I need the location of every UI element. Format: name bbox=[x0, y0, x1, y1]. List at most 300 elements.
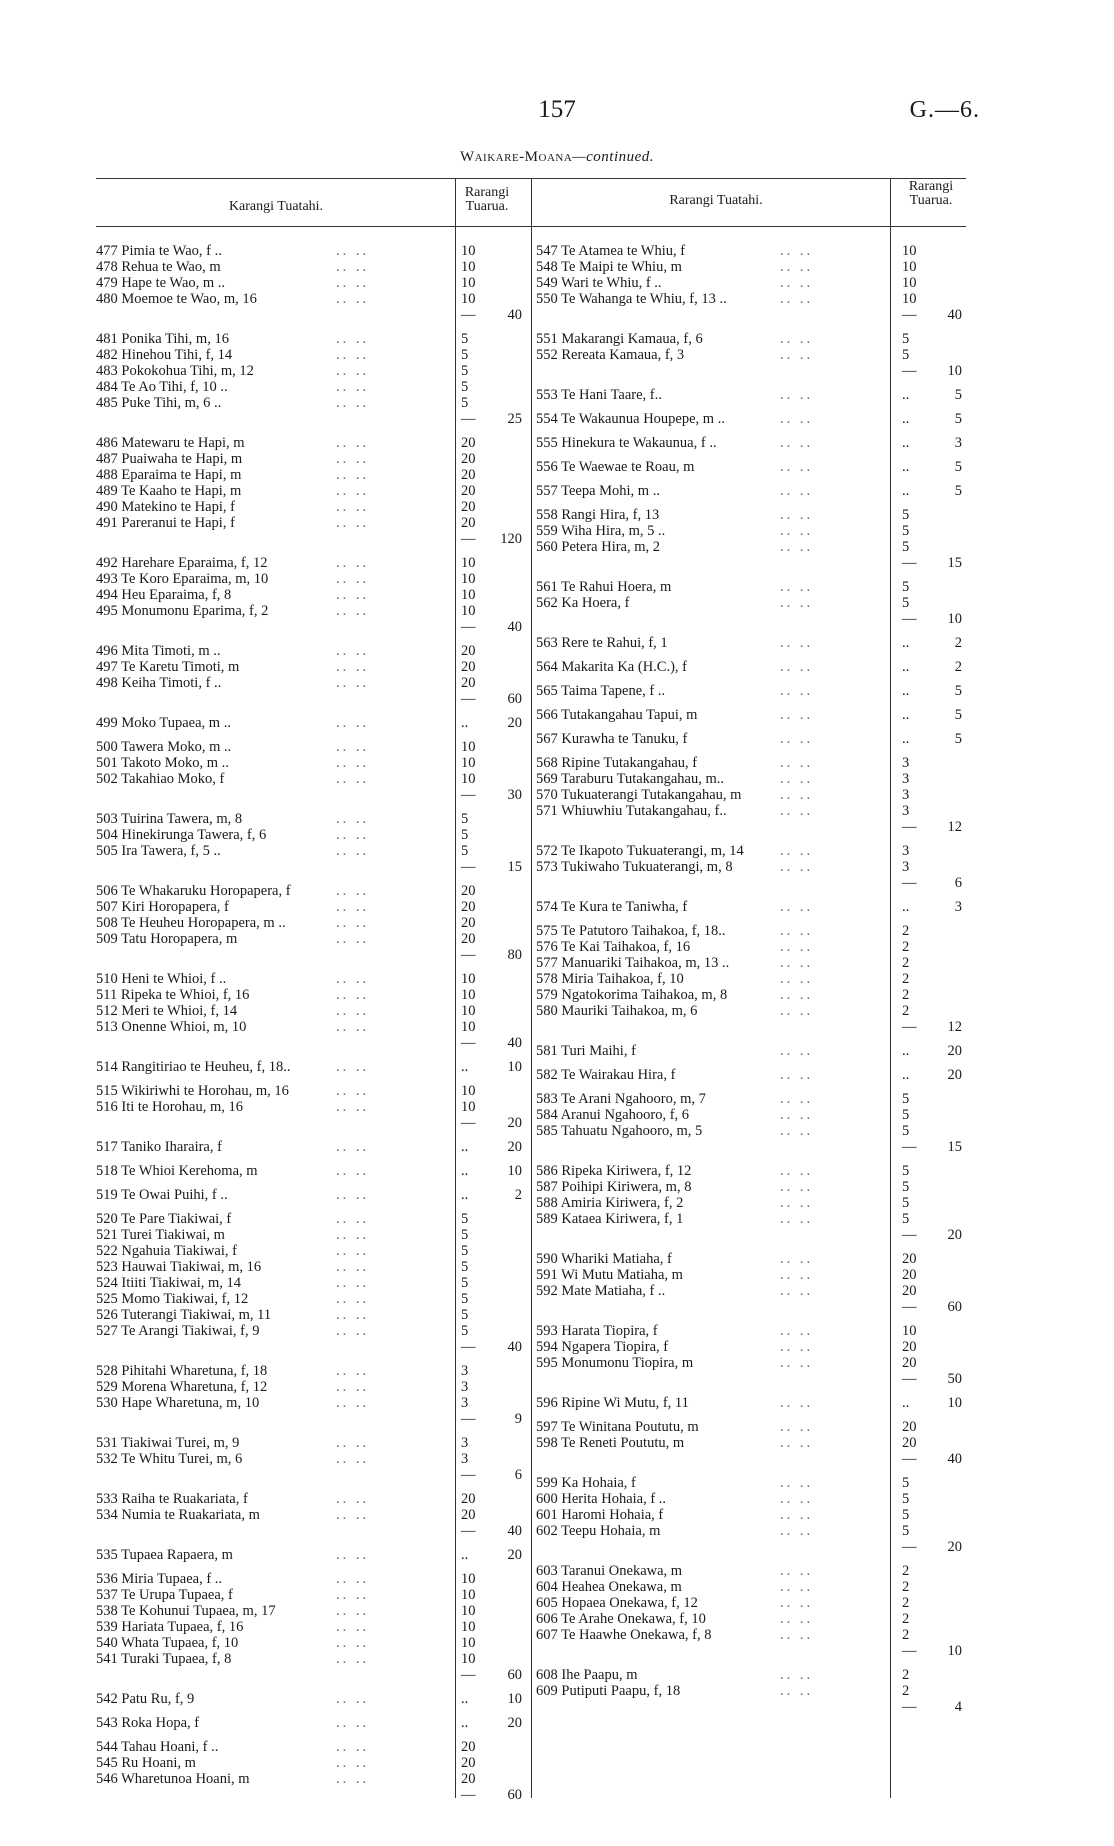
person-entry: 552 Rereata Kamaua, f, 3 bbox=[536, 347, 685, 363]
leader-dots: .. .. bbox=[336, 1691, 370, 1707]
group-total: 60 bbox=[507, 1787, 522, 1803]
group-gap bbox=[536, 323, 966, 331]
table-row bbox=[536, 1195, 966, 1211]
person-entry: 585 Tahuatu Ngahooro, m, 5 bbox=[536, 1123, 703, 1139]
share-count: 10 bbox=[461, 259, 476, 275]
person-entry: 569 Taraburu Tutakangahau, m.. bbox=[536, 771, 724, 787]
person-entry: 598 Te Reneti Poututu, m bbox=[536, 1435, 685, 1451]
person-entry: 483 Pokokohua Tihi, m, 12 bbox=[96, 363, 254, 379]
person-entry: 576 Te Kai Taihakoa, f, 16 bbox=[536, 939, 691, 955]
leader-dots: .. .. bbox=[336, 1211, 370, 1227]
leader-dots: .. .. bbox=[336, 435, 370, 451]
leader-dots: .. .. bbox=[336, 379, 370, 395]
share-count: 3 bbox=[902, 787, 910, 803]
group-total: 40 bbox=[507, 1339, 522, 1355]
group-total: 60 bbox=[947, 1299, 962, 1315]
leader-dots: .. .. bbox=[780, 1683, 814, 1699]
person-entry: 494 Heu Eparaima, f, 8 bbox=[96, 587, 232, 603]
leader-dots: .. .. bbox=[780, 411, 814, 427]
leader-dots: .. .. bbox=[780, 259, 814, 275]
total-dash: — bbox=[902, 1699, 917, 1715]
group-total: 15 bbox=[947, 1139, 962, 1155]
table-row bbox=[536, 1395, 966, 1411]
group-gap bbox=[536, 651, 966, 659]
group-gap bbox=[96, 1683, 516, 1691]
person-entry: 495 Monumonu Eparima, f, 2 bbox=[96, 603, 269, 619]
right-count-header-text: Rarangi Tuarua. bbox=[908, 179, 954, 208]
group-gap bbox=[96, 1539, 516, 1547]
leader-dots: .. .. bbox=[336, 715, 370, 731]
person-entry: 521 Turei Tiakiwai, m bbox=[96, 1227, 225, 1243]
group-gap bbox=[536, 475, 966, 483]
share-count: 10 bbox=[461, 587, 476, 603]
table-row bbox=[536, 507, 966, 523]
total-dash: — bbox=[461, 787, 476, 803]
table-row bbox=[536, 707, 966, 723]
leader-dots: .. .. bbox=[780, 659, 814, 675]
person-entry: 600 Herita Hohaia, f .. bbox=[536, 1491, 667, 1507]
table-row bbox=[96, 1243, 516, 1259]
share-count: 10 bbox=[461, 1651, 476, 1667]
group-total-row bbox=[536, 1371, 966, 1387]
total-dash: — bbox=[902, 1139, 917, 1155]
leader-dots: .. .. bbox=[336, 1083, 370, 1099]
leader-dots: .. .. bbox=[780, 923, 814, 939]
group-total: 10 bbox=[507, 1163, 522, 1179]
group-total: 6 bbox=[954, 875, 962, 891]
total-dash: — bbox=[461, 619, 476, 635]
person-entry: 540 Whata Tupaea, f, 10 bbox=[96, 1635, 239, 1651]
leader-dots: .. .. bbox=[780, 1123, 814, 1139]
table-row bbox=[96, 715, 522, 731]
leader-dots: .. .. bbox=[336, 1187, 370, 1203]
table-row bbox=[536, 971, 966, 987]
person-entry: 584 Aranui Ngahooro, f, 6 bbox=[536, 1107, 690, 1123]
group-total: 40 bbox=[507, 1035, 522, 1051]
leader-dots: .. .. bbox=[780, 1507, 814, 1523]
table-row bbox=[536, 1283, 966, 1299]
leader-dots: .. .. bbox=[336, 395, 370, 411]
share-count: .. bbox=[461, 1139, 469, 1155]
person-entry: 531 Tiakiwai Turei, m, 9 bbox=[96, 1435, 240, 1451]
share-count: 20 bbox=[461, 675, 476, 691]
leader-dots: .. .. bbox=[336, 1435, 370, 1451]
group-total: 12 bbox=[947, 1019, 962, 1035]
table-row bbox=[536, 523, 966, 539]
person-entry: 594 Ngapera Tiopira, f bbox=[536, 1339, 669, 1355]
share-count: 10 bbox=[902, 243, 917, 259]
total-dash: — bbox=[461, 1115, 476, 1131]
share-count: 2 bbox=[902, 1003, 910, 1019]
table-row bbox=[96, 1083, 516, 1099]
share-count: 5 bbox=[461, 363, 469, 379]
person-entry: 508 Te Heuheu Horopapera, m .. bbox=[96, 915, 286, 931]
person-entry: 523 Hauwai Tiakiwai, m, 16 bbox=[96, 1259, 262, 1275]
share-count: .. bbox=[902, 731, 910, 747]
leader-dots: .. .. bbox=[780, 1267, 814, 1283]
table-row bbox=[96, 435, 516, 451]
leader-dots: .. .. bbox=[336, 275, 370, 291]
table-row bbox=[536, 859, 966, 875]
table-row bbox=[96, 1363, 516, 1379]
person-entry: 499 Moko Tupaea, m .. bbox=[96, 715, 231, 731]
person-entry: 555 Hinekura te Wakaunua, f .. bbox=[536, 435, 717, 451]
leader-dots: .. .. bbox=[336, 1619, 370, 1635]
table-row bbox=[96, 451, 516, 467]
group-total-row bbox=[536, 1019, 966, 1035]
group-total: 40 bbox=[507, 307, 522, 323]
person-entry: 510 Heni te Whioi, f .. bbox=[96, 971, 227, 987]
leader-dots: .. .. bbox=[780, 523, 814, 539]
group-total: 20 bbox=[507, 715, 522, 731]
leader-dots: .. .. bbox=[780, 275, 814, 291]
share-count: 5 bbox=[902, 1195, 910, 1211]
left-count-header-text: Rarangi Tuarua. bbox=[464, 185, 510, 214]
group-gap bbox=[96, 1563, 516, 1571]
table-row bbox=[536, 843, 966, 859]
person-entry: 553 Te Hani Taare, f.. bbox=[536, 387, 662, 403]
left-name-header: Karangi Tuatahi. bbox=[228, 199, 324, 214]
share-count: .. bbox=[902, 387, 910, 403]
leader-dots: .. .. bbox=[336, 1243, 370, 1259]
table-row bbox=[96, 1099, 516, 1115]
person-entry: 573 Tukiwaho Tukuaterangi, m, 8 bbox=[536, 859, 733, 875]
table-row bbox=[96, 1163, 522, 1179]
left-roll-column bbox=[96, 243, 522, 1803]
share-count: 20 bbox=[902, 1419, 917, 1435]
group-total-row bbox=[96, 411, 522, 427]
leader-dots: .. .. bbox=[336, 811, 370, 827]
person-entry: 545 Ru Hoani, m bbox=[96, 1755, 196, 1771]
leader-dots: .. .. bbox=[336, 1363, 370, 1379]
table-row bbox=[96, 379, 516, 395]
share-count: .. bbox=[902, 683, 910, 699]
person-entry: 563 Rere te Rahui, f, 1 bbox=[536, 635, 668, 651]
total-dash: — bbox=[461, 1667, 476, 1683]
table-row bbox=[536, 1579, 966, 1595]
person-entry: 580 Mauriki Taihakoa, m, 6 bbox=[536, 1003, 698, 1019]
leader-dots: .. .. bbox=[780, 1195, 814, 1211]
group-gap bbox=[96, 1131, 516, 1139]
share-count: 5 bbox=[461, 1211, 469, 1227]
person-entry: 516 Iti te Horohau, m, 16 bbox=[96, 1099, 243, 1115]
person-entry: 484 Te Ao Tihi, f, 10 .. bbox=[96, 379, 228, 395]
share-count: 5 bbox=[461, 1307, 469, 1323]
table-row bbox=[96, 1739, 516, 1755]
share-count: 10 bbox=[902, 259, 917, 275]
table-row bbox=[536, 347, 966, 363]
share-count: 20 bbox=[902, 1267, 917, 1283]
leader-dots: .. .. bbox=[780, 1475, 814, 1491]
group-total: 4 bbox=[954, 1699, 962, 1715]
share-count: 5 bbox=[902, 1123, 910, 1139]
total-dash: — bbox=[902, 307, 917, 323]
leader-dots: .. .. bbox=[780, 291, 814, 307]
group-gap bbox=[536, 1467, 966, 1475]
group-total-row bbox=[96, 787, 522, 803]
table-row bbox=[536, 771, 966, 787]
person-entry: 591 Wi Mutu Matiaha, m bbox=[536, 1267, 683, 1283]
leader-dots: .. .. bbox=[336, 1587, 370, 1603]
group-total-row bbox=[536, 555, 966, 571]
leader-dots: .. .. bbox=[336, 555, 370, 571]
share-count: 10 bbox=[461, 275, 476, 291]
leader-dots: .. .. bbox=[336, 1491, 370, 1507]
group-total: 30 bbox=[507, 787, 522, 803]
person-entry: 579 Ngatokorima Taihakoa, m, 8 bbox=[536, 987, 728, 1003]
group-total-row bbox=[96, 947, 522, 963]
share-count: 2 bbox=[902, 923, 910, 939]
table-row bbox=[536, 987, 966, 1003]
table-row bbox=[96, 555, 516, 571]
table-row bbox=[536, 387, 966, 403]
leader-dots: .. .. bbox=[336, 483, 370, 499]
leader-dots: .. .. bbox=[780, 1003, 814, 1019]
leader-dots: .. .. bbox=[780, 1523, 814, 1539]
leader-dots: .. .. bbox=[336, 827, 370, 843]
group-total: 20 bbox=[947, 1043, 962, 1059]
table-row bbox=[536, 1355, 966, 1371]
group-gap bbox=[96, 1355, 516, 1363]
table-row bbox=[536, 1091, 966, 1107]
leader-dots: .. .. bbox=[336, 1379, 370, 1395]
leader-dots: .. .. bbox=[780, 803, 814, 819]
share-count: 5 bbox=[902, 1107, 910, 1123]
table-row bbox=[536, 899, 966, 915]
leader-dots: .. .. bbox=[336, 1019, 370, 1035]
leader-dots: .. .. bbox=[780, 1163, 814, 1179]
leader-dots: .. .. bbox=[336, 915, 370, 931]
table-row bbox=[96, 587, 516, 603]
leader-dots: .. .. bbox=[336, 467, 370, 483]
table-row bbox=[536, 803, 966, 819]
table-row bbox=[536, 731, 966, 747]
table-row bbox=[536, 1611, 966, 1627]
person-entry: 578 Miria Taihakoa, f, 10 bbox=[536, 971, 684, 987]
person-entry: 572 Te Ikapoto Tukuaterangi, m, 14 bbox=[536, 843, 744, 859]
person-entry: 597 Te Winitana Poututu, m bbox=[536, 1419, 699, 1435]
person-entry: 544 Tahau Hoani, f .. bbox=[96, 1739, 219, 1755]
leader-dots: .. .. bbox=[336, 659, 370, 675]
share-count: 5 bbox=[461, 1323, 469, 1339]
group-total-row bbox=[536, 1643, 966, 1659]
share-count: 2 bbox=[902, 1595, 910, 1611]
group-total-row bbox=[96, 531, 522, 547]
share-count: 5 bbox=[902, 1507, 910, 1523]
table-row bbox=[96, 1395, 516, 1411]
leader-dots: .. .. bbox=[780, 1435, 814, 1451]
table-row bbox=[96, 915, 516, 931]
share-count: 10 bbox=[461, 1099, 476, 1115]
total-dash: — bbox=[902, 1451, 917, 1467]
group-gap bbox=[536, 699, 966, 707]
table-row bbox=[96, 1139, 522, 1155]
leader-dots: .. .. bbox=[336, 1603, 370, 1619]
total-dash: — bbox=[902, 611, 917, 627]
group-total: 10 bbox=[947, 1643, 962, 1659]
group-total: 10 bbox=[507, 1059, 522, 1075]
share-count: 5 bbox=[461, 395, 469, 411]
share-count: 10 bbox=[902, 1323, 917, 1339]
group-gap bbox=[96, 1051, 516, 1059]
total-dash: — bbox=[902, 1643, 917, 1659]
group-total-row bbox=[536, 1539, 966, 1555]
table-row bbox=[96, 499, 516, 515]
table-row bbox=[536, 539, 966, 555]
share-count: 20 bbox=[461, 643, 476, 659]
leader-dots: .. .. bbox=[336, 1307, 370, 1323]
group-gap bbox=[536, 723, 966, 731]
group-total: 60 bbox=[507, 691, 522, 707]
person-entry: 603 Taranui Onekawa, m bbox=[536, 1563, 683, 1579]
table-row bbox=[536, 259, 966, 275]
group-gap bbox=[536, 1243, 966, 1251]
group-total-row bbox=[96, 1035, 522, 1051]
table-row bbox=[536, 595, 966, 611]
leader-dots: .. .. bbox=[780, 387, 814, 403]
person-entry: 520 Te Pare Tiakiwai, f bbox=[96, 1211, 232, 1227]
section-title-main: Waikare-Moana bbox=[459, 149, 573, 165]
group-gap bbox=[96, 707, 516, 715]
total-dash: — bbox=[461, 691, 476, 707]
table-row bbox=[536, 291, 966, 307]
share-count: 20 bbox=[461, 499, 476, 515]
table-row bbox=[96, 1587, 516, 1603]
person-entry: 533 Raiha te Ruakariata, f bbox=[96, 1491, 248, 1507]
share-count: 20 bbox=[902, 1283, 917, 1299]
leader-dots: .. .. bbox=[336, 1651, 370, 1667]
person-entry: 509 Tatu Horopapera, m bbox=[96, 931, 238, 947]
table-row bbox=[96, 1187, 522, 1203]
leader-dots: .. .. bbox=[780, 987, 814, 1003]
person-entry: 547 Te Atamea te Whiu, f bbox=[536, 243, 686, 259]
share-count: 10 bbox=[461, 987, 476, 1003]
leader-dots: .. .. bbox=[780, 595, 814, 611]
leader-dots: .. .. bbox=[336, 1059, 370, 1075]
share-count: 20 bbox=[461, 435, 476, 451]
leader-dots: .. .. bbox=[336, 515, 370, 531]
table-row bbox=[96, 1451, 516, 1467]
person-entry: 536 Miria Tupaea, f .. bbox=[96, 1571, 223, 1587]
person-entry: 551 Makarangi Kamaua, f, 6 bbox=[536, 331, 703, 347]
group-total: 9 bbox=[514, 1411, 522, 1427]
person-entry: 582 Te Wairakau Hira, f bbox=[536, 1067, 676, 1083]
group-total-row bbox=[96, 1667, 522, 1683]
table-row bbox=[96, 1323, 516, 1339]
leader-dots: .. .. bbox=[336, 603, 370, 619]
table-row bbox=[96, 1635, 516, 1651]
person-entry: 543 Roka Hopa, f bbox=[96, 1715, 200, 1731]
person-entry: 556 Te Waewae te Roau, m bbox=[536, 459, 695, 475]
share-count: 5 bbox=[902, 1475, 910, 1491]
person-entry: 497 Te Karetu Timoti, m bbox=[96, 659, 240, 675]
total-dash: — bbox=[902, 1539, 917, 1555]
leader-dots: .. .. bbox=[336, 331, 370, 347]
leader-dots: .. .. bbox=[780, 843, 814, 859]
person-entry: 565 Taima Tapene, f .. bbox=[536, 683, 666, 699]
table-row bbox=[96, 899, 516, 915]
leader-dots: .. .. bbox=[336, 1099, 370, 1115]
share-count: 10 bbox=[461, 291, 476, 307]
group-total: 2 bbox=[954, 659, 962, 675]
table-row bbox=[96, 931, 516, 947]
group-total-row bbox=[536, 1139, 966, 1155]
leader-dots: .. .. bbox=[336, 843, 370, 859]
share-count: 3 bbox=[902, 859, 910, 875]
group-total: 3 bbox=[954, 899, 962, 915]
table-row bbox=[536, 1595, 966, 1611]
share-count: .. bbox=[902, 1067, 910, 1083]
person-entry: 491 Pareranui te Hapi, f bbox=[96, 515, 235, 531]
table-row bbox=[536, 1475, 966, 1491]
leader-dots: .. .. bbox=[780, 1211, 814, 1227]
table-row bbox=[96, 1571, 516, 1587]
group-gap bbox=[536, 915, 966, 923]
group-total: 50 bbox=[947, 1371, 962, 1387]
group-total: 12 bbox=[947, 819, 962, 835]
share-count: 20 bbox=[461, 1739, 476, 1755]
group-gap bbox=[96, 1731, 516, 1739]
group-gap bbox=[536, 403, 966, 411]
group-gap bbox=[96, 1179, 516, 1187]
share-count: 20 bbox=[461, 483, 476, 499]
group-total-row bbox=[536, 875, 966, 891]
leader-dots: .. .. bbox=[780, 243, 814, 259]
leader-dots: .. .. bbox=[780, 1339, 814, 1355]
table-row bbox=[536, 1163, 966, 1179]
share-count: 3 bbox=[461, 1435, 469, 1451]
group-total: 10 bbox=[507, 1691, 522, 1707]
group-gap bbox=[536, 1155, 966, 1163]
person-entry: 605 Hopaea Onekawa, f, 12 bbox=[536, 1595, 698, 1611]
share-count: .. bbox=[902, 483, 910, 499]
person-entry: 513 Onenne Whioi, m, 10 bbox=[96, 1019, 247, 1035]
share-count: 20 bbox=[461, 451, 476, 467]
group-total-row bbox=[536, 363, 966, 379]
leader-dots: .. .. bbox=[336, 1275, 370, 1291]
table-row bbox=[96, 259, 516, 275]
leader-dots: .. .. bbox=[336, 1547, 370, 1563]
person-entry: 514 Rangitiriao te Heuheu, f, 18.. bbox=[96, 1059, 291, 1075]
table-row bbox=[96, 1771, 516, 1787]
total-dash: — bbox=[902, 1227, 917, 1243]
group-total-row bbox=[536, 1227, 966, 1243]
table-row bbox=[96, 603, 516, 619]
total-dash: — bbox=[902, 1299, 917, 1315]
person-entry: 529 Morena Wharetuna, f, 12 bbox=[96, 1379, 268, 1395]
group-gap bbox=[536, 1411, 966, 1419]
group-gap bbox=[536, 1315, 966, 1323]
person-entry: 525 Momo Tiakiwai, f, 12 bbox=[96, 1291, 249, 1307]
share-count: 20 bbox=[461, 1491, 476, 1507]
left-count-header bbox=[452, 186, 522, 214]
person-entry: 577 Manuariki Taihakoa, m, 13 .. bbox=[536, 955, 730, 971]
group-total: 20 bbox=[947, 1067, 962, 1083]
total-dash: — bbox=[902, 1019, 917, 1035]
share-count: 5 bbox=[902, 331, 910, 347]
page-number: 157 bbox=[538, 96, 576, 123]
group-total: 60 bbox=[507, 1667, 522, 1683]
table-row bbox=[536, 1491, 966, 1507]
table-row bbox=[536, 275, 966, 291]
table-row bbox=[96, 1291, 516, 1307]
table-row bbox=[536, 579, 966, 595]
group-total: 2 bbox=[514, 1187, 522, 1203]
person-entry: 492 Harehare Eparaima, f, 12 bbox=[96, 555, 268, 571]
table-row bbox=[96, 827, 516, 843]
person-entry: 485 Puke Tihi, m, 6 .. bbox=[96, 395, 222, 411]
person-entry: 505 Ira Tawera, f, 5 .. bbox=[96, 843, 221, 859]
